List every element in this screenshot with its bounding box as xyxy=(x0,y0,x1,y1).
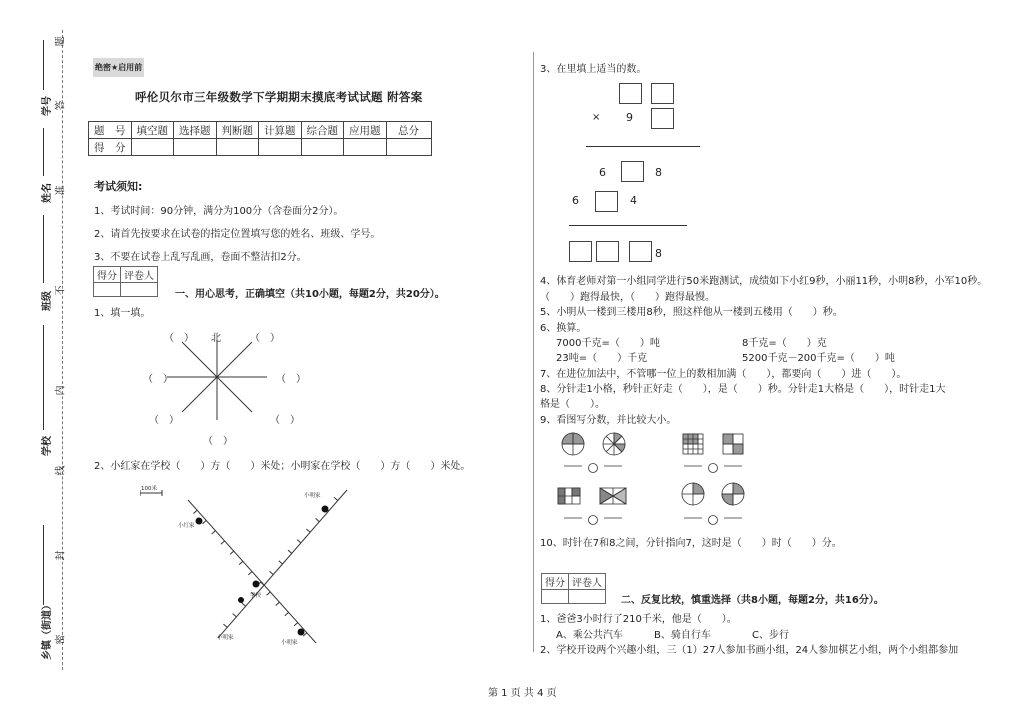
table-cell: 题 号 xyxy=(89,122,132,139)
map-label-xiaoming: 小明家 xyxy=(217,635,234,641)
scorer-label: 得分 xyxy=(542,574,569,590)
conversion-item: 8千克=（ ）克 xyxy=(742,338,827,349)
class-line xyxy=(43,215,44,283)
seal-char: 内 xyxy=(55,385,67,396)
scorer-label: 评卷人 xyxy=(121,267,158,283)
option-b[interactable]: B、骑自行车 xyxy=(654,630,711,641)
digit: 6 xyxy=(599,166,606,179)
map-label-xiaohong: 小红家 xyxy=(178,523,195,529)
map-tick xyxy=(267,592,271,595)
map-tick xyxy=(242,603,246,606)
map-tick xyxy=(279,561,283,564)
name-line xyxy=(43,128,44,176)
class-label: 班级 xyxy=(42,291,53,311)
map-tick xyxy=(233,614,237,617)
table-row xyxy=(89,139,432,156)
seal-char: 线 xyxy=(55,465,67,476)
answer-box[interactable] xyxy=(595,191,618,212)
school-label: 学校 xyxy=(42,436,53,456)
answer-box[interactable] xyxy=(621,161,644,182)
compass-blank[interactable]: （ ） xyxy=(250,333,280,344)
answer-box[interactable] xyxy=(651,83,674,104)
seal-char: 不 xyxy=(55,285,67,296)
seal-char: 密 xyxy=(55,634,67,645)
table-cell: 综合题 xyxy=(301,122,344,139)
map-tick xyxy=(193,510,197,513)
xiaoming-home-dot xyxy=(298,629,305,636)
calc-line xyxy=(569,225,687,226)
table-cell: 计算题 xyxy=(259,122,302,139)
map-tick xyxy=(316,518,320,521)
conversion-item: 23吨=（ ）千克 xyxy=(556,353,648,364)
map-tick xyxy=(230,551,234,554)
map-label-xiaoming: 小明家 xyxy=(281,640,298,646)
question-9: 9、看图写分数，并比较大小。 xyxy=(540,415,677,426)
score-cell[interactable] xyxy=(569,590,606,604)
student-id-label: 学号 xyxy=(42,96,53,116)
question-1: 1、填一填。 xyxy=(94,308,151,319)
school-dot xyxy=(253,581,260,588)
map-tick xyxy=(297,540,301,543)
map-tick xyxy=(221,541,225,544)
compass-blank[interactable]: （ ） xyxy=(143,374,173,385)
scorer-box xyxy=(93,266,158,297)
map-tick xyxy=(306,529,310,532)
xiaohong-home-dot xyxy=(196,518,203,525)
map-tick xyxy=(203,520,207,523)
question-2: 2、小红家在学校（ ）方（ ）米处；小明家在学校（ ）方（ ）米处。 xyxy=(94,461,471,472)
township-label: 乡镇（街道） xyxy=(42,600,53,660)
scorer-label: 评卷人 xyxy=(569,574,606,590)
compass-north: 北 xyxy=(211,333,221,344)
map-tick xyxy=(248,572,252,575)
digit: 9 xyxy=(626,111,633,124)
conversion-item: 5200千克－200千克=（ ）吨 xyxy=(742,353,895,364)
score-cell[interactable] xyxy=(174,139,217,156)
seal-char: 题 xyxy=(55,36,67,47)
s2-question-1: 1、爸爸3小时行了210千米，他是（ ）。 xyxy=(540,614,737,625)
conversion-item: 7000千克=（ ）吨 xyxy=(556,338,660,349)
question-3: 3、在里填上适当的数。 xyxy=(540,64,647,75)
page-title: 呼伦贝尔市三年级数学下学期期末摸底考试试题 附答案 xyxy=(135,90,423,104)
answer-box[interactable] xyxy=(651,108,674,129)
score-cell[interactable] xyxy=(386,139,431,156)
calc-line xyxy=(586,146,700,147)
question-10: 10、时针在7和8之间，分针指向7，这时是（ ）时（ ）分。 xyxy=(540,538,842,549)
scorer-box xyxy=(541,573,606,604)
question-6: 6、换算。 xyxy=(540,323,587,334)
xiaoming-home-dot xyxy=(322,506,329,513)
score-cell[interactable] xyxy=(131,139,174,156)
seal-char: 封 xyxy=(55,550,67,561)
score-cell[interactable] xyxy=(344,139,387,156)
instructions-heading: 考试须知: xyxy=(94,180,143,193)
map-tick xyxy=(285,612,289,615)
score-cell[interactable] xyxy=(216,139,259,156)
table-cell: 得 分 xyxy=(89,139,132,156)
question-5: 5、小明从一楼到三楼用8秒，照这样他从一楼到五楼用（ ）秒。 xyxy=(540,307,843,318)
compass-blank[interactable]: （ ） xyxy=(270,415,300,426)
digit: 8 xyxy=(655,247,662,260)
instruction-item: 2、请首先按要求在试卷的指定位置填写您的姓名、班级、学号。 xyxy=(94,229,381,240)
map-tick xyxy=(334,497,338,500)
question-7: 7、在进位加法中，不管哪一位上的数相加满（ ），都要向（ ）进（ ）。 xyxy=(540,369,907,380)
student-id-line xyxy=(43,40,44,90)
option-c[interactable]: C、步行 xyxy=(752,630,789,641)
township-line xyxy=(43,525,44,605)
map-tick xyxy=(276,602,280,605)
map-scale-label: 100米 xyxy=(141,486,157,492)
option-a[interactable]: A、乘公共汽车 xyxy=(556,630,623,641)
answer-box[interactable] xyxy=(569,241,592,262)
instruction-item: 1、考试时间：90分钟，满分为100分（含卷面分2分）。 xyxy=(94,206,344,217)
map-figure xyxy=(140,478,360,658)
answer-box[interactable] xyxy=(619,83,642,104)
seal-char: 准 xyxy=(55,185,67,196)
map-tick xyxy=(212,531,216,534)
school-line xyxy=(43,325,44,430)
map-tick xyxy=(223,624,227,627)
page-footer: 第 1 页 共 4 页 xyxy=(488,688,557,699)
digit: 6 xyxy=(572,194,579,207)
instruction-item: 3、不要在试卷上乱写乱画，卷面不整洁扣2分。 xyxy=(94,252,307,263)
score-cell[interactable] xyxy=(121,283,158,297)
question-8-cont: 格是（ ）。 xyxy=(540,399,605,410)
scorer-label: 得分 xyxy=(94,267,121,283)
name-label: 姓名 xyxy=(42,183,53,203)
secret-label: 绝密★启用前 xyxy=(93,58,144,77)
digit: 4 xyxy=(630,194,637,207)
seal-dashed-line xyxy=(62,30,63,670)
score-cell[interactable] xyxy=(542,590,569,604)
score-cell[interactable] xyxy=(94,283,121,297)
score-cell[interactable] xyxy=(259,139,302,156)
s2-question-2: 2、学校开设两个兴趣小组，三（1）27人参加书画小组，24人参加棋艺小组，两个小组都参加 xyxy=(540,645,959,656)
question-4-cont: （ ）跑得最快，（ ）跑得最慢。 xyxy=(540,292,715,303)
table-row xyxy=(89,122,432,139)
fraction-figures xyxy=(556,430,756,530)
compass-blank[interactable]: （ ） xyxy=(276,374,306,385)
section1-heading: 一、用心思考，正确填空（共10小题，每题2分，共20分）。 xyxy=(175,289,445,300)
score-cell[interactable] xyxy=(301,139,344,156)
map-dot xyxy=(238,597,244,603)
section2-heading: 二、反复比较，慎重选择（共8小题，每题2分，共16分）。 xyxy=(621,595,884,606)
answer-box[interactable] xyxy=(596,241,619,262)
table-cell: 应用题 xyxy=(344,122,387,139)
answer-box[interactable] xyxy=(629,241,652,262)
column-divider xyxy=(533,52,534,652)
compass-blank[interactable]: （ ） xyxy=(203,436,233,447)
compass-blank[interactable]: （ ） xyxy=(149,415,179,426)
table-cell: 判断题 xyxy=(216,122,259,139)
map-tick xyxy=(288,550,292,553)
table-cell: 总分 xyxy=(386,122,431,139)
seal-char: 答 xyxy=(55,100,67,111)
map-label-school: 学校 xyxy=(250,593,262,599)
table-cell: 填空题 xyxy=(131,122,174,139)
question-8: 8、分针走1小格，秒针正好走（ ），是（ ）秒。分针走1大格是（ ），时针走1大 xyxy=(540,384,946,395)
map-tick xyxy=(239,561,243,564)
table-cell: 选择题 xyxy=(174,122,217,139)
map-label-xiaoming: 小明家 xyxy=(304,493,321,499)
digit: 8 xyxy=(655,166,662,179)
map-tick xyxy=(270,571,274,574)
score-table xyxy=(88,121,432,156)
multiply-sign: × xyxy=(592,112,601,123)
compass-blank[interactable]: （ ） xyxy=(164,333,194,344)
map-tick xyxy=(294,623,298,626)
question-4: 4、体育老师对第一小组同学进行50米跑测试，成绩如下小红9秒，小丽11秒，小明8秒，小军10秒。 xyxy=(540,276,988,287)
